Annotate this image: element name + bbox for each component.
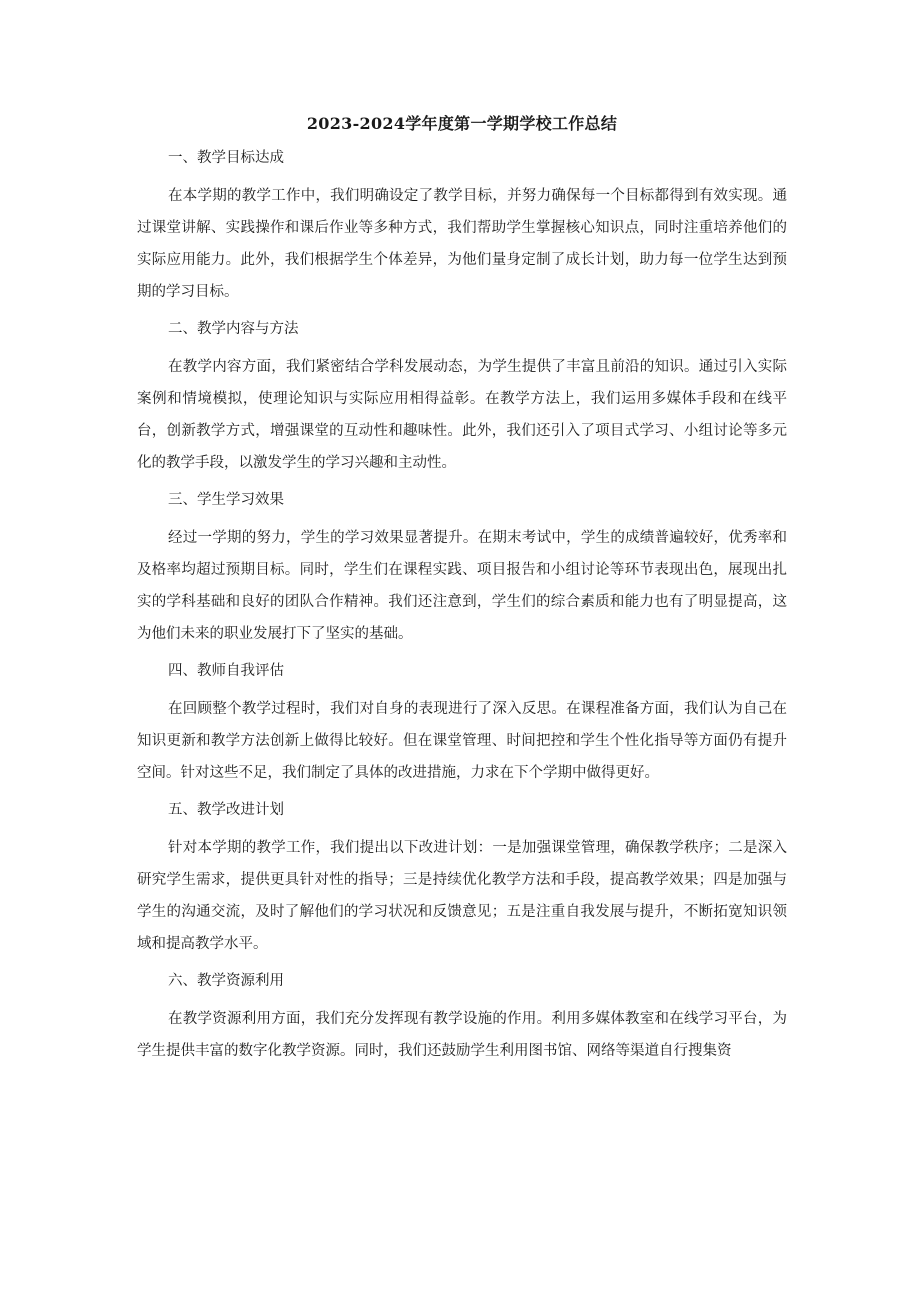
section-heading: 一、教学目标达成	[168, 150, 284, 166]
section-self-evaluation	[137, 659, 787, 789]
section-paragraph: 经过一学期的努力，学生的学习效果显著提升。在期末考试中，学生的成绩普遍较好，优秀率和及格率均超过预期目标。同时，学生们在课程实践、项目报告和小组讨论等环节表现出色，展现出扎实的学科基础和良好的团队合作精神。我们还注意到，学生们的综合素质和能力也有了明显提高，这为他们未来的职业发展打下了坚实的基础。	[137, 530, 787, 642]
document-title: 2023-2024学年度第一学期学校工作总结	[306, 114, 618, 133]
section-learning-outcomes	[137, 488, 787, 650]
section-heading: 四、教师自我评估	[168, 663, 284, 679]
section-content-methods	[137, 317, 787, 479]
document-page	[137, 112, 787, 1076]
section-heading: 六、教学资源利用	[168, 973, 284, 989]
section-paragraph: 在教学内容方面，我们紧密结合学科发展动态，为学生提供了丰富且前沿的知识。通过引入实际案例和情境模拟，使理论知识与实际应用相得益彰。在教学方法上，我们运用多媒体手段和在线平台，创新教学方式，增强课堂的互动性和趣味性。此外，我们还引入了项目式学习、小组讨论等多元化的教学手段，以激发学生的学习兴趣和主动性。	[137, 359, 787, 471]
section-heading: 二、教学内容与方法	[168, 321, 299, 337]
section-resource-use	[137, 969, 787, 1067]
section-heading: 三、学生学习效果	[168, 492, 284, 508]
section-paragraph: 在回顾整个教学过程时，我们对自身的表现进行了深入反思。在课程准备方面，我们认为自己在知识更新和教学方法创新上做得比较好。但在课堂管理、时间把控和学生个性化指导等方面仍有提升空间。针对这些不足，我们制定了具体的改进措施，力求在下个学期中做得更好。	[137, 701, 787, 781]
section-paragraph: 在教学资源利用方面，我们充分发挥现有教学设施的作用。利用多媒体教室和在线学习平台，为学生提供丰富的数字化教学资源。同时，我们还鼓励学生利用图书馆、网络等渠道自行搜集资	[137, 1011, 787, 1059]
section-paragraph: 针对本学期的教学工作，我们提出以下改进计划：一是加强课堂管理，确保教学秩序；二是深入研究学生需求，提供更具针对性的指导；三是持续优化教学方法和手段，提高教学效果；四是加强与学生的沟通交流，及时了解他们的学习状况和反馈意见；五是注重自我发展与提升，不断拓宽知识领域和提高教学水平。	[137, 840, 787, 952]
section-improvement-plan	[137, 798, 787, 960]
section-paragraph: 在本学期的教学工作中，我们明确设定了教学目标，并努力确保每一个目标都得到有效实现。通过课堂讲解、实践操作和课后作业等多种方式，我们帮助学生掌握核心知识点，同时注重培养他们的实际应用能力。此外，我们根据学生个体差异，为他们量身定制了成长计划，助力每一位学生达到预期的学习目标。	[137, 188, 787, 300]
section-teaching-goals	[137, 146, 787, 308]
section-heading: 五、教学改进计划	[168, 802, 284, 818]
